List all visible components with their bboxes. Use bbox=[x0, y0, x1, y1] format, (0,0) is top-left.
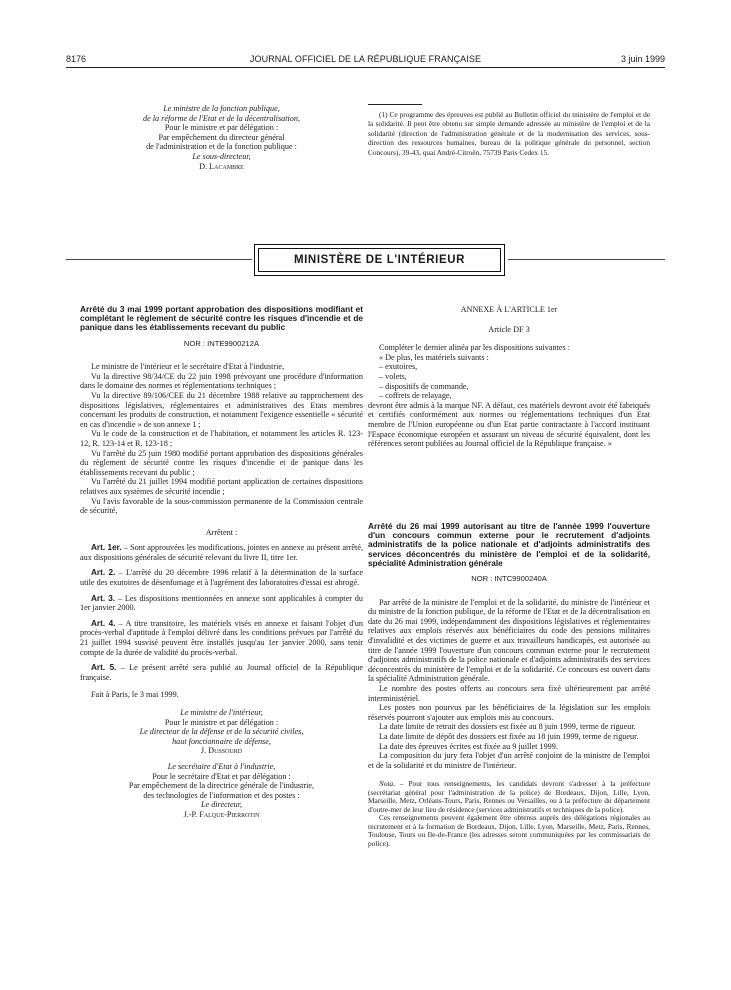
arrete-1 bbox=[80, 305, 363, 820]
annexe-quote-start: « De plus, les matériels suivants : bbox=[379, 352, 489, 362]
article-label: Art. 4. bbox=[91, 618, 116, 628]
arrete-2-title: Arrêté du 26 mai 1999 autorisant au titre de l'année 1999 l'ouverture d'un concours commun externe pour le recrutement d'adjoints administratifs de la police nationale et d'adjoints administratifs des services déconcentrés du ministère de l'emploi et de la solidarité, spécialité Administration générale bbox=[368, 521, 650, 568]
top-footnote-block bbox=[368, 104, 650, 157]
arrete-1-nor: NOR : INTE9900212A bbox=[183, 338, 260, 348]
signature-name: J. Dussourd bbox=[200, 746, 243, 756]
preamble-para: Vu l'avis favorable de la sous-commission permanente de la Commission centrale de sécurité, bbox=[80, 496, 363, 516]
article-label: Art. 2. bbox=[91, 568, 116, 578]
annexe-heading: ANNEXE À L'ARTICLE 1er bbox=[460, 305, 558, 314]
signature-name: D. Lacambre bbox=[199, 161, 244, 171]
article-label: Art. 5. bbox=[91, 663, 117, 673]
body-para: Le nombre des postes offerts au concours sera fixé ultérieurement par arrêté interministériel. bbox=[368, 683, 650, 703]
ministry-heading-box bbox=[254, 244, 505, 276]
arrete-1-preamble bbox=[80, 362, 363, 516]
article bbox=[80, 543, 363, 562]
article-label: Art. 1er. bbox=[91, 543, 122, 553]
body-para: Par arrêté de la ministre de l'emploi et de la solidarité, du ministre de l'intérieur et du ministre de la fonction publique, de la réforme de l'Etat et de la décentralisation en date du 26 mai 1999, indépendamment des dispositions législatives et réglementaires relatives aux emplois réservés aux bénéficiaires du code des pensions militaires d'invalidité et des victimes de guerre et aux travailleurs handicapés, est autorisée au titre de l'année 1999 l'ouverture d'un concours commun externe pour le recrutement d'adjoints administratifs de la police nationale et d'adjoints administratifs des services déconcentrés du ministère de l'emploi et de la solidarité. Ce concours est ouvert dans la spécialité Administration générale. bbox=[368, 597, 650, 684]
signature-line: des technologies de l'information et des postes : bbox=[143, 790, 300, 800]
preamble-para: Vu la directive 89/106/CEE du 21 décembre 1988 relative au rapprochement des dispositions législatives, réglementaires et administratives des Etats membres concernant les produits de construction, et notamment l'exigence essentielle « sécurité en cas d'incendie » de son annexe 1 ; bbox=[80, 390, 363, 429]
articles bbox=[80, 543, 363, 682]
body-para: La date limite de retrait des dossiers est fixée au 8 juin 1999, terme de rigueur. bbox=[379, 722, 636, 732]
body-para: La date des épreuves écrites est fixée au 9 juillet 1999. bbox=[379, 741, 558, 751]
preamble-para: Vu l'arrêté du 21 juillet 1994 modifié portant application de certaines dispositions relatives aux systèmes de sécurité incendie ; bbox=[80, 477, 363, 496]
signature-role: Le sous-directeur, bbox=[192, 151, 251, 161]
article-text: – Le présent arrêté sera publié au Journal officiel de la République française. bbox=[80, 663, 363, 682]
arretent: Arrêtent : bbox=[205, 527, 238, 537]
body-para: La composition du jury fera l'objet d'un arrêté conjoint de la ministre de l'emploi et de la solidarité et du ministre de l'intérieur. bbox=[368, 751, 650, 770]
signature-line: Par empêchement du directeur général bbox=[158, 132, 285, 142]
preamble-para: Le ministre de l'intérieur et le secrétaire d'Etat à l'industrie, bbox=[91, 362, 285, 372]
signature-title: Le directeur, bbox=[200, 800, 243, 810]
nota-2: Ces renseignements peuvent également être obtenus auprès des délégations régionales au recrutement et à la formation de Bordeaux, Dijon, Lille, Lyon, Marseille, Metz, Paris, Rennes, Toulouse, Tours ou Ile-de-France (les adresses seront communiquées par les commissariats de police). bbox=[368, 813, 650, 848]
issue-date: 3 juin 1999 bbox=[620, 54, 665, 64]
signature-2 bbox=[80, 762, 363, 820]
signature-line: Pour le ministre et par délégation : bbox=[164, 123, 279, 133]
signature-role: Le ministre de l'intérieur, bbox=[180, 708, 263, 718]
article bbox=[80, 619, 363, 657]
annexe-subheading: Article DF 3 bbox=[488, 324, 530, 334]
body-para: Les postes non pourvus par les bénéficiaires de la législation sur les emplois réservés pourront s'ajouter aux emplois mis au concours. bbox=[368, 703, 650, 722]
preamble-para: Vu l'arrêté du 25 juin 1980 modifié portant approbation des dispositions générales du règlement de sécurité contre les risques d'incendie et de panique dans les établissements recevant du public ; bbox=[80, 448, 363, 477]
annexe-item: – exutoires, bbox=[379, 362, 418, 372]
signature-deleg: Pour le secrétaire d'Etat et par délégation : bbox=[152, 771, 291, 781]
footnote-rule bbox=[368, 104, 422, 105]
page-number: 8176 bbox=[66, 54, 87, 64]
annexe-item: – volets, bbox=[379, 371, 407, 381]
signature-line: de l'administration et de la fonction publique : bbox=[146, 142, 297, 152]
signature-line: Par empêchement de la directrice générale de l'industrie, bbox=[128, 781, 315, 791]
fait-a-paris: Fait à Paris, le 3 mai 1999. bbox=[91, 690, 179, 700]
header-rule bbox=[66, 67, 665, 68]
article-text: – L'arrêté du 20 décembre 1996 relatif à la détermination de la surface utile des exutoires de désenfumage et à l'agrément des laboratoires d'essai est abrogé. bbox=[80, 568, 363, 588]
nota-label: Nota. bbox=[379, 779, 396, 789]
article-label: Art. 3. bbox=[91, 593, 116, 603]
arrete-1-title: Arrêté du 3 mai 1999 portant approbation des dispositions modifiant et complétant le règlement de sécurité contre les risques d'incendie et de panique dans les établissements recevant du public bbox=[80, 304, 363, 333]
page-header bbox=[66, 54, 665, 68]
annexe bbox=[368, 305, 650, 449]
footnote-text: (1) Ce programme des épreuves est publié au Bulletin officiel du ministère de l'emploi et de la solidarité. Il peut être obtenu sur simple demande adressée au ministère de l'emploi et de la solidarité (direction de l'administration générale et de la modernisation des services, sous-direction des ressources humaines, bureau de la politique générale du personnel, section Concours), 39-43, quai André-Citroën, 75739 Paris Cedex 15. bbox=[368, 110, 650, 157]
ministry-heading: MINISTÈRE DE L'INTÉRIEUR bbox=[258, 248, 501, 272]
preamble-para: Vu le code de la construction et de l'habitation, et notamment les articles R. 123-12, R. 123-14 et R. 123-18 ; bbox=[80, 429, 363, 448]
article-text: – A titre transitoire, les matériels visés en annexe et faisant l'objet d'un procès-verbal d'aptitude à l'emploi délivré dans les conditions prévues par l'arrêté du 21 juillet 1994 susvisé peuvent être installés jusqu'au 1er janvier 2000, sans tenir compte de la durée de validité du procès-verbal. bbox=[80, 618, 363, 657]
article-text: – Sont approuvées les modifications, jointes en annexe au présent arrêté, aux dispositions générales de sécurité relevant du livre II, titre 1er. bbox=[80, 543, 363, 562]
body-para: La date limite de dépôt des dossiers est fixée au 18 juin 1999, terme de rigueur. bbox=[379, 731, 639, 741]
signature-1 bbox=[80, 708, 363, 756]
nota-block bbox=[368, 780, 650, 848]
annexe-item: – coffrets de relayage, bbox=[379, 391, 452, 401]
arrete-2-body bbox=[368, 598, 650, 771]
signature-line: de la réforme de l'Etat et de la décentralisation, bbox=[142, 113, 301, 123]
signature-line: Le ministre de la fonction publique, bbox=[163, 104, 280, 113]
annexe-item: – dispositifs de commande, bbox=[379, 381, 469, 391]
signature-title: haut fonctionnaire de défense, bbox=[172, 736, 271, 746]
annexe-body: devront être admis à la marque NF. A défaut, ces matériels devront avoir été fabriqués et certifiés conformément aux normes ou réglementations techniques d'un Etat membre de l'Union européenne ou d'un Etat partie contractante à l'accord instituant l'Espace économique européen et assurant un niveau de sécurité équivalent, dont les références seront publiées au Journal officiel de la République française. » bbox=[368, 400, 650, 449]
nota bbox=[368, 780, 650, 814]
article-text: – Les dispositions mentionnées en annexe sont applicables à compter du 1er janvier 2000. bbox=[80, 593, 363, 613]
arrete-2 bbox=[368, 522, 650, 848]
article bbox=[80, 568, 363, 587]
signature-deleg: Pour le ministre et par délégation : bbox=[164, 717, 279, 727]
signature-title: Le directeur de la défense et de la sécurité civiles, bbox=[139, 727, 304, 737]
annexe-intro: Compléter le dernier alinéa par les dispositions suivantes : bbox=[379, 343, 570, 353]
journal-title: JOURNAL OFFICIEL DE LA RÉPUBLIQUE FRANÇAISE bbox=[249, 54, 482, 64]
nota-text: – Pour tous renseignements, les candidats devront s'adresser à la préfecture (secrétariat général pour l'administration de la police) de Bordeaux, Dijon, Lille, Lyon, Marseille, Metz, Orléans-Tours, Paris, Rennes ou Versailles, ou à la préfecture du département d'outre-mer de leur lieu de résidence (services administratifs et techniques de la police). bbox=[368, 779, 650, 814]
article bbox=[80, 594, 363, 613]
article bbox=[80, 663, 363, 682]
signature-role: Le secrétaire d'Etat à l'industrie, bbox=[167, 761, 276, 771]
top-signature-block bbox=[80, 104, 363, 171]
signature-name: J.-P. Falque-Pierrotin bbox=[183, 809, 260, 819]
preamble-para: Vu la directive 98/34/CE du 22 juin 1998 prévoyant une procédure d'information dans le domaine des normes et réglementations techniques ; bbox=[80, 371, 363, 391]
arrete-2-nor: NOR : INTC9900240A bbox=[471, 574, 547, 584]
